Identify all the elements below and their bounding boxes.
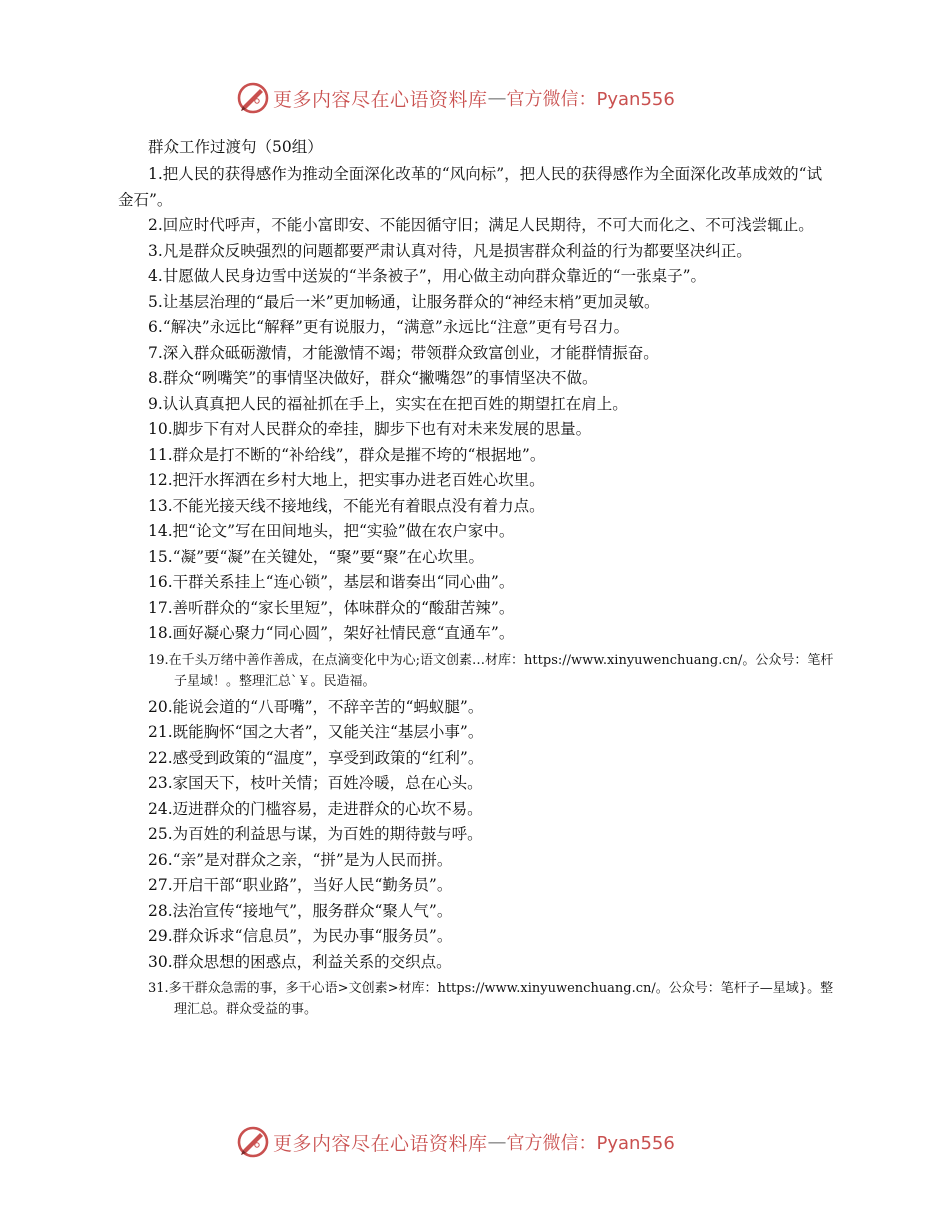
banner-wechat-id: 官方微信：Pyan556: [506, 89, 675, 110]
banner-dash: —: [487, 1131, 507, 1153]
list-item: 16.干群关系挂上“连心锁”，基层和谐奏出“同心曲”。: [148, 573, 515, 591]
list-item: 30.群众思想的困惑点，利益关系的交织点。: [148, 952, 452, 971]
list-item: 24.迈进群众的门槛容易，走进群众的心坎不易。: [148, 799, 483, 818]
list-item: 27.开启干部“职业路”，当好人民“勤务员”。: [148, 876, 453, 894]
list-item-with-watermark: 19.在千头万绪中善作善成，在点滴变化中为心;语文创素…材库：https://www.xinyuwenchuang.cn/。公众号：笔杆子星域！。整理汇总`￥。民造福。: [148, 652, 834, 689]
list-item: 29.群众诉求“信息员”，为民办事“服务员”。: [148, 927, 453, 945]
list-item: 23.家国天下，枝叶关情；百姓冷暖，总在心头。: [148, 774, 483, 792]
footer-watermark-banner: [0, 1122, 950, 1162]
list-item: 9.认认真真把人民的福祉抓在手上，实实在在把百姓的期望扛在肩上。: [148, 394, 628, 413]
list-item: 7.深入群众砥砺激情，才能激情不竭；带领群众致富创业，才能群情振奋。: [148, 343, 659, 362]
list-item: 13.不能光接天线不接地线，不能光有着眼点没有着力点。: [148, 496, 545, 515]
list-item: 17.善听群众的“家长里短”，体味群众的“酸甜苦辣”。: [148, 598, 515, 617]
banner-slogan: 更多内容尽在心语资料库: [273, 88, 488, 111]
list-item: 11.群众是打不断的“补给线”，群众是摧不垮的“根据地”。: [148, 445, 546, 464]
list-item: 4.甘愿做人民身边雪中送炭的“半条被子”，用心做主动向群众靠近的“一张桌子”。: [148, 267, 706, 285]
banner-dash: —: [487, 87, 507, 109]
document-body: [118, 132, 834, 1023]
paragraph-3: 3.凡是群众反映强烈的问题都要严肃认真对待，凡是损害群众利益的行为都要坚决纠正。: [148, 241, 752, 260]
list-item: 21.既能胸怀“国之大者”，又能关注“基层小事”。: [148, 723, 484, 741]
document-title: 群众工作过渡句（50组）: [148, 138, 323, 156]
list-item-with-watermark: 31.多干群众急需的事，多干心语>文创素>材库：https://www.xinyuwenchuang.cn/。公众号：笔杆子—星域}。整理汇总。群众受益的事。: [148, 981, 834, 1017]
banner-wechat-id: 官方微信：Pyan556: [506, 1133, 675, 1154]
pen-logo-icon: [236, 81, 270, 115]
list-item: 15.“凝”要“凝”在关键处，“聚”要“聚”在心坎里。: [148, 547, 485, 566]
list-item: 10.脚步下有对人民群众的牵挂，脚步下也有对未来发展的思量。: [148, 420, 592, 438]
list-item: 22.感受到政策的“温度”，享受到政策的“红利”。: [148, 748, 484, 767]
list-item: 5.让基层治理的“最后一米”更加畅通，让服务群众的“神经末梢”更加灵敏。: [148, 292, 660, 311]
list-item: 6.“解决”永远比“解释”更有说服力，“满意”永远比“注意”更有号召力。: [148, 318, 630, 336]
pen-logo-icon: [236, 1125, 270, 1159]
header-watermark-banner: [0, 78, 950, 118]
list-item: 20.能说会道的“八哥嘴”，不辞辛苦的“蚂蚁腿”。: [148, 697, 484, 716]
list-item: 12.把汗水挥洒在乡村大地上，把实事办进老百姓心坎里。: [148, 471, 545, 489]
banner-slogan: 更多内容尽在心语资料库: [273, 1132, 488, 1155]
list-item: 14.把“论文”写在田间地头，把“实验”做在农户家中。: [148, 522, 515, 540]
list-item: 28.法治宣传“接地气”，服务群众“聚人气”。: [148, 901, 453, 920]
list-item: 18.画好凝心聚力“同心圆”，架好社情民意“直通车”。: [148, 624, 515, 642]
list-item: 25.为百姓的利益思与谋，为百姓的期待鼓与呼。: [148, 825, 483, 843]
paragraph-1: 1.把人民的获得感作为推动全面深化改革的“风向标”，把人民的获得感作为全面深化改革成效的“试金石”。: [118, 165, 823, 209]
list-item: 26.“亲”是对群众之亲，“拼”是为人民而拼。: [148, 850, 453, 869]
list-item: 8.群众“咧嘴笑”的事情坚决做好，群众“撇嘴怨”的事情坚决不做。: [148, 369, 598, 387]
paragraph-2: 2.回应时代呼声，不能小富即安、不能因循守旧；满足人民期待，不可大而化之、不可浅尝辄止。: [148, 216, 814, 234]
